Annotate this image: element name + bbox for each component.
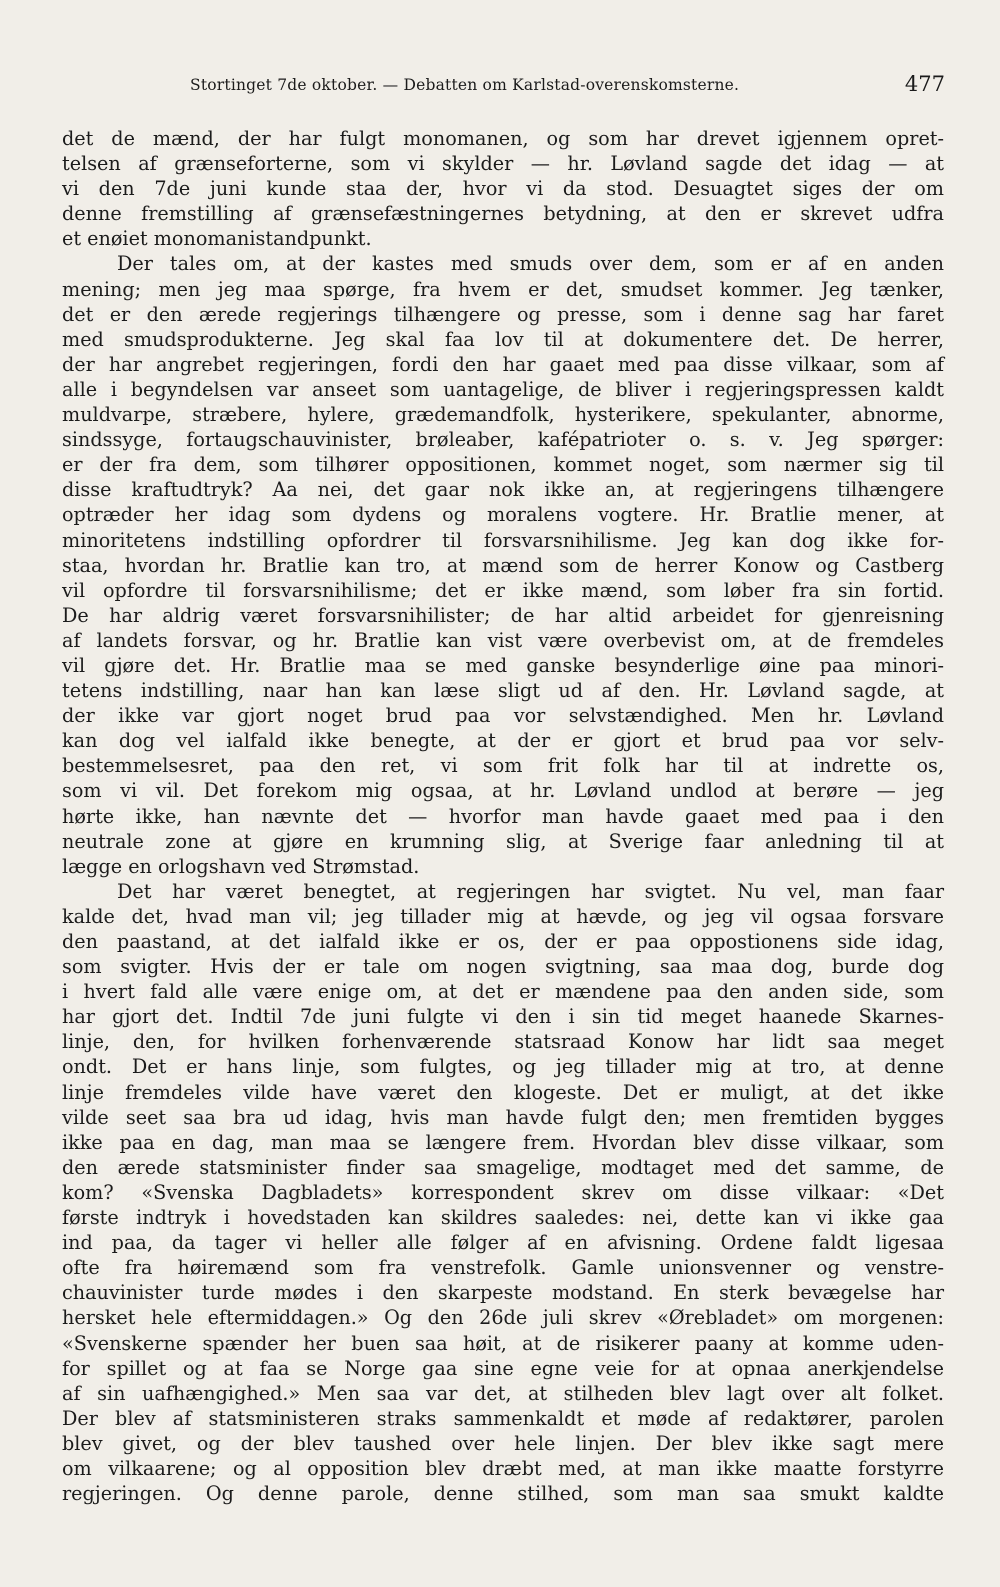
text-line: alle i begyndelsen var anseet som uantagelige, de bliver i regjeringspressen kaldt <box>62 377 944 401</box>
text-line: kalde det, hvad man vil; jeg tillader mig at hævde, og jeg vil ogsaa forsvare <box>62 904 944 928</box>
text-line: som vi vil. Det forekom mig ogsaa, at hr. Løvland undlod at berøre — jeg <box>62 779 944 803</box>
text-line: vilde seet saa bra ud idag, hvis man havde fulgt den; men fremtiden bygges <box>62 1105 944 1129</box>
text-line: tetens indstilling, naar han kan læse sligt ud af den. Hr. Løvland sagde, at <box>62 679 944 703</box>
text-line: kom? «Svenska Dagbladets» korrespondent skrev om disse vilkaar: «Det <box>62 1180 944 1204</box>
text-line: Det har været benegtet, at regjeringen har svigtet. Nu vel, man faar <box>117 879 944 903</box>
text-line: det de mænd, der har fulgt monomanen, og som har drevet igjennem opret- <box>62 127 944 150</box>
text-line: bestemmelsesret, paa den ret, vi som frit folk har til at indrette os, <box>62 754 944 778</box>
text-line: af landets forsvar, og hr. Bratlie kan vist være overbevist om, at de fremdeles <box>62 628 944 652</box>
text-line: sindssyge, fortaugschauvinister, brøleaber, kafépatrioter o. s. v. Jeg spørger: <box>62 428 944 452</box>
text-line: der har angrebet regjeringen, fordi den har gaaet med paa disse vilkaar, som af <box>62 352 944 376</box>
text-line: vil gjøre det. Hr. Bratlie maa se med ganske besynderlige øine paa minori- <box>62 653 944 677</box>
text-line: om vilkaarene; og al opposition blev dræbt med, at man ikke maatte forstyrre <box>62 1456 944 1480</box>
text-line: ikke paa en dag, man maa se længere frem. Hvordan blev disse vilkaar, som <box>62 1130 944 1154</box>
body-text <box>62 126 944 1506</box>
text-line: lægge en orlogshavn ved Strømstad. <box>62 854 420 878</box>
text-line: ofte fra høiremænd som fra venstrefolk. Gamle unionsvenner og venstre- <box>62 1256 944 1280</box>
text-line: i hvert fald alle være enige om, at det er mændene paa den anden side, som <box>62 980 944 1004</box>
text-line: et enøiet monomanistandpunkt. <box>62 227 372 251</box>
text-line: ondt. Det er hans linje, som fulgtes, og jeg tillader mig at tro, at denne <box>62 1055 944 1079</box>
text-line: mening; men jeg maa spørge, fra hvem er det, smudset kommer. Jeg tænker, <box>62 277 944 301</box>
text-line: denne fremstilling af grænsefæstningernes betydning, at den er skrevet udfra <box>62 202 944 226</box>
text-line: regjeringen. Og denne parole, denne stilhed, som man saa smukt kaldte <box>62 1482 944 1506</box>
text-line: den ærede statsminister finder saa smagelige, modtaget med det samme, de <box>62 1155 944 1179</box>
text-line: har gjort det. Indtil 7de juni fulgte vi den i sin tid meget haanede Skarnes- <box>62 1005 944 1029</box>
text-line: af sin uafhængighed.» Men saa var det, at stilheden blev lagt over alt folket. <box>62 1381 944 1405</box>
text-line: hørte ikke, han nævnte det — hvorfor man havde gaaet med paa i den <box>62 804 944 828</box>
text-line: disse kraftudtryk? Aa nei, det gaar nok ikke an, at regjeringens tilhængere <box>62 478 944 502</box>
text-line: kan dog vel ialfald ikke benegte, at der er gjort et brud paa vor selv- <box>62 729 944 753</box>
text-line: med smudsprodukterne. Jeg skal faa lov til at dokumentere det. De herrer, <box>62 327 944 351</box>
text-line: hersket hele eftermiddagen.» Og den 26de juli skrev «Ørebladet» om morgenen: <box>62 1306 944 1330</box>
text-line: vi den 7de juni kunde staa der, hvor vi da stod. Desuagtet siges der om <box>62 177 944 201</box>
text-line: linje, den, for hvilken forhenværende statsraad Konow har lidt saa meget <box>62 1030 944 1054</box>
text-line: Der blev af statsministeren straks sammenkaldt et møde af redaktører, parolen <box>62 1406 944 1430</box>
text-line: muldvarpe, stræbere, hylere, grædemandfolk, hysterikere, spekulanter, abnorme, <box>62 403 944 427</box>
text-line: første indtryk i hovedstaden kan skildres saaledes: nei, dette kan vi ikke gaa <box>62 1206 944 1230</box>
text-line: Der tales om, at der kastes med smuds over dem, som er af en anden <box>117 252 944 276</box>
text-line: for spillet og at faa se Norge gaa sine egne veie for at opnaa anerkjendelse <box>62 1356 944 1380</box>
text-line: neutrale zone at gjøre en krumning slig, at Sverige faar anledning til at <box>62 829 944 853</box>
text-line: ind paa, da tager vi heller alle følger af en afvisning. Ordene faldt ligesaa <box>62 1231 944 1255</box>
text-line: minoritetens indstilling opfordrer til forsvarsnihilisme. Jeg kan dog ikke for- <box>62 528 944 552</box>
text-line: blev givet, og der blev taushed over hele linjen. Der blev ikke sagt mere <box>62 1431 944 1455</box>
text-line: vil opfordre til forsvarsnihilisme; det er ikke mænd, som løber fra sin fortid. <box>62 578 944 602</box>
text-line: De har aldrig været forsvarsnihilister; de har altid arbeidet for gjenreisning <box>62 603 944 627</box>
text-line: chauvinister turde mødes i den skarpeste modstand. En sterk bevægelse har <box>62 1281 944 1305</box>
text-line: det er den ærede regjerings tilhængere og presse, som i denne sag har faret <box>62 302 944 326</box>
text-line: som svigter. Hvis der er tale om nogen svigtning, saa maa dog, burde dog <box>62 955 944 979</box>
text-line: telsen af grænseforterne, som vi skylder — hr. Løvland sagde det idag — at <box>62 152 944 176</box>
text-line: er der fra dem, som tilhører oppositionen, kommet noget, som nærmer sig til <box>62 453 944 477</box>
text-line: optræder her idag som dydens og moralens vogtere. Hr. Bratlie mener, at <box>62 503 944 527</box>
text-line: den paastand, at det ialfald ikke er os, der er paa oppostionens side idag, <box>62 930 944 953</box>
text-line: der ikke var gjort noget brud paa vor selvstændighed. Men hr. Løvland <box>62 704 944 728</box>
running-title: Stortinget 7de oktober. — Debatten om Karlstad-overenskomsterne. <box>190 76 740 94</box>
text-line: linje fremdeles vilde have været den klogeste. Det er muligt, at det ikke <box>62 1080 944 1104</box>
page-header <box>190 72 945 102</box>
text-line: staa, hvordan hr. Bratlie kan tro, at mænd som de herrer Konow og Castberg <box>62 553 944 577</box>
page-number: 477 <box>904 72 945 96</box>
text-line: «Svenskerne spænder her buen saa høit, at de risikerer paany at komme uden- <box>62 1331 944 1355</box>
